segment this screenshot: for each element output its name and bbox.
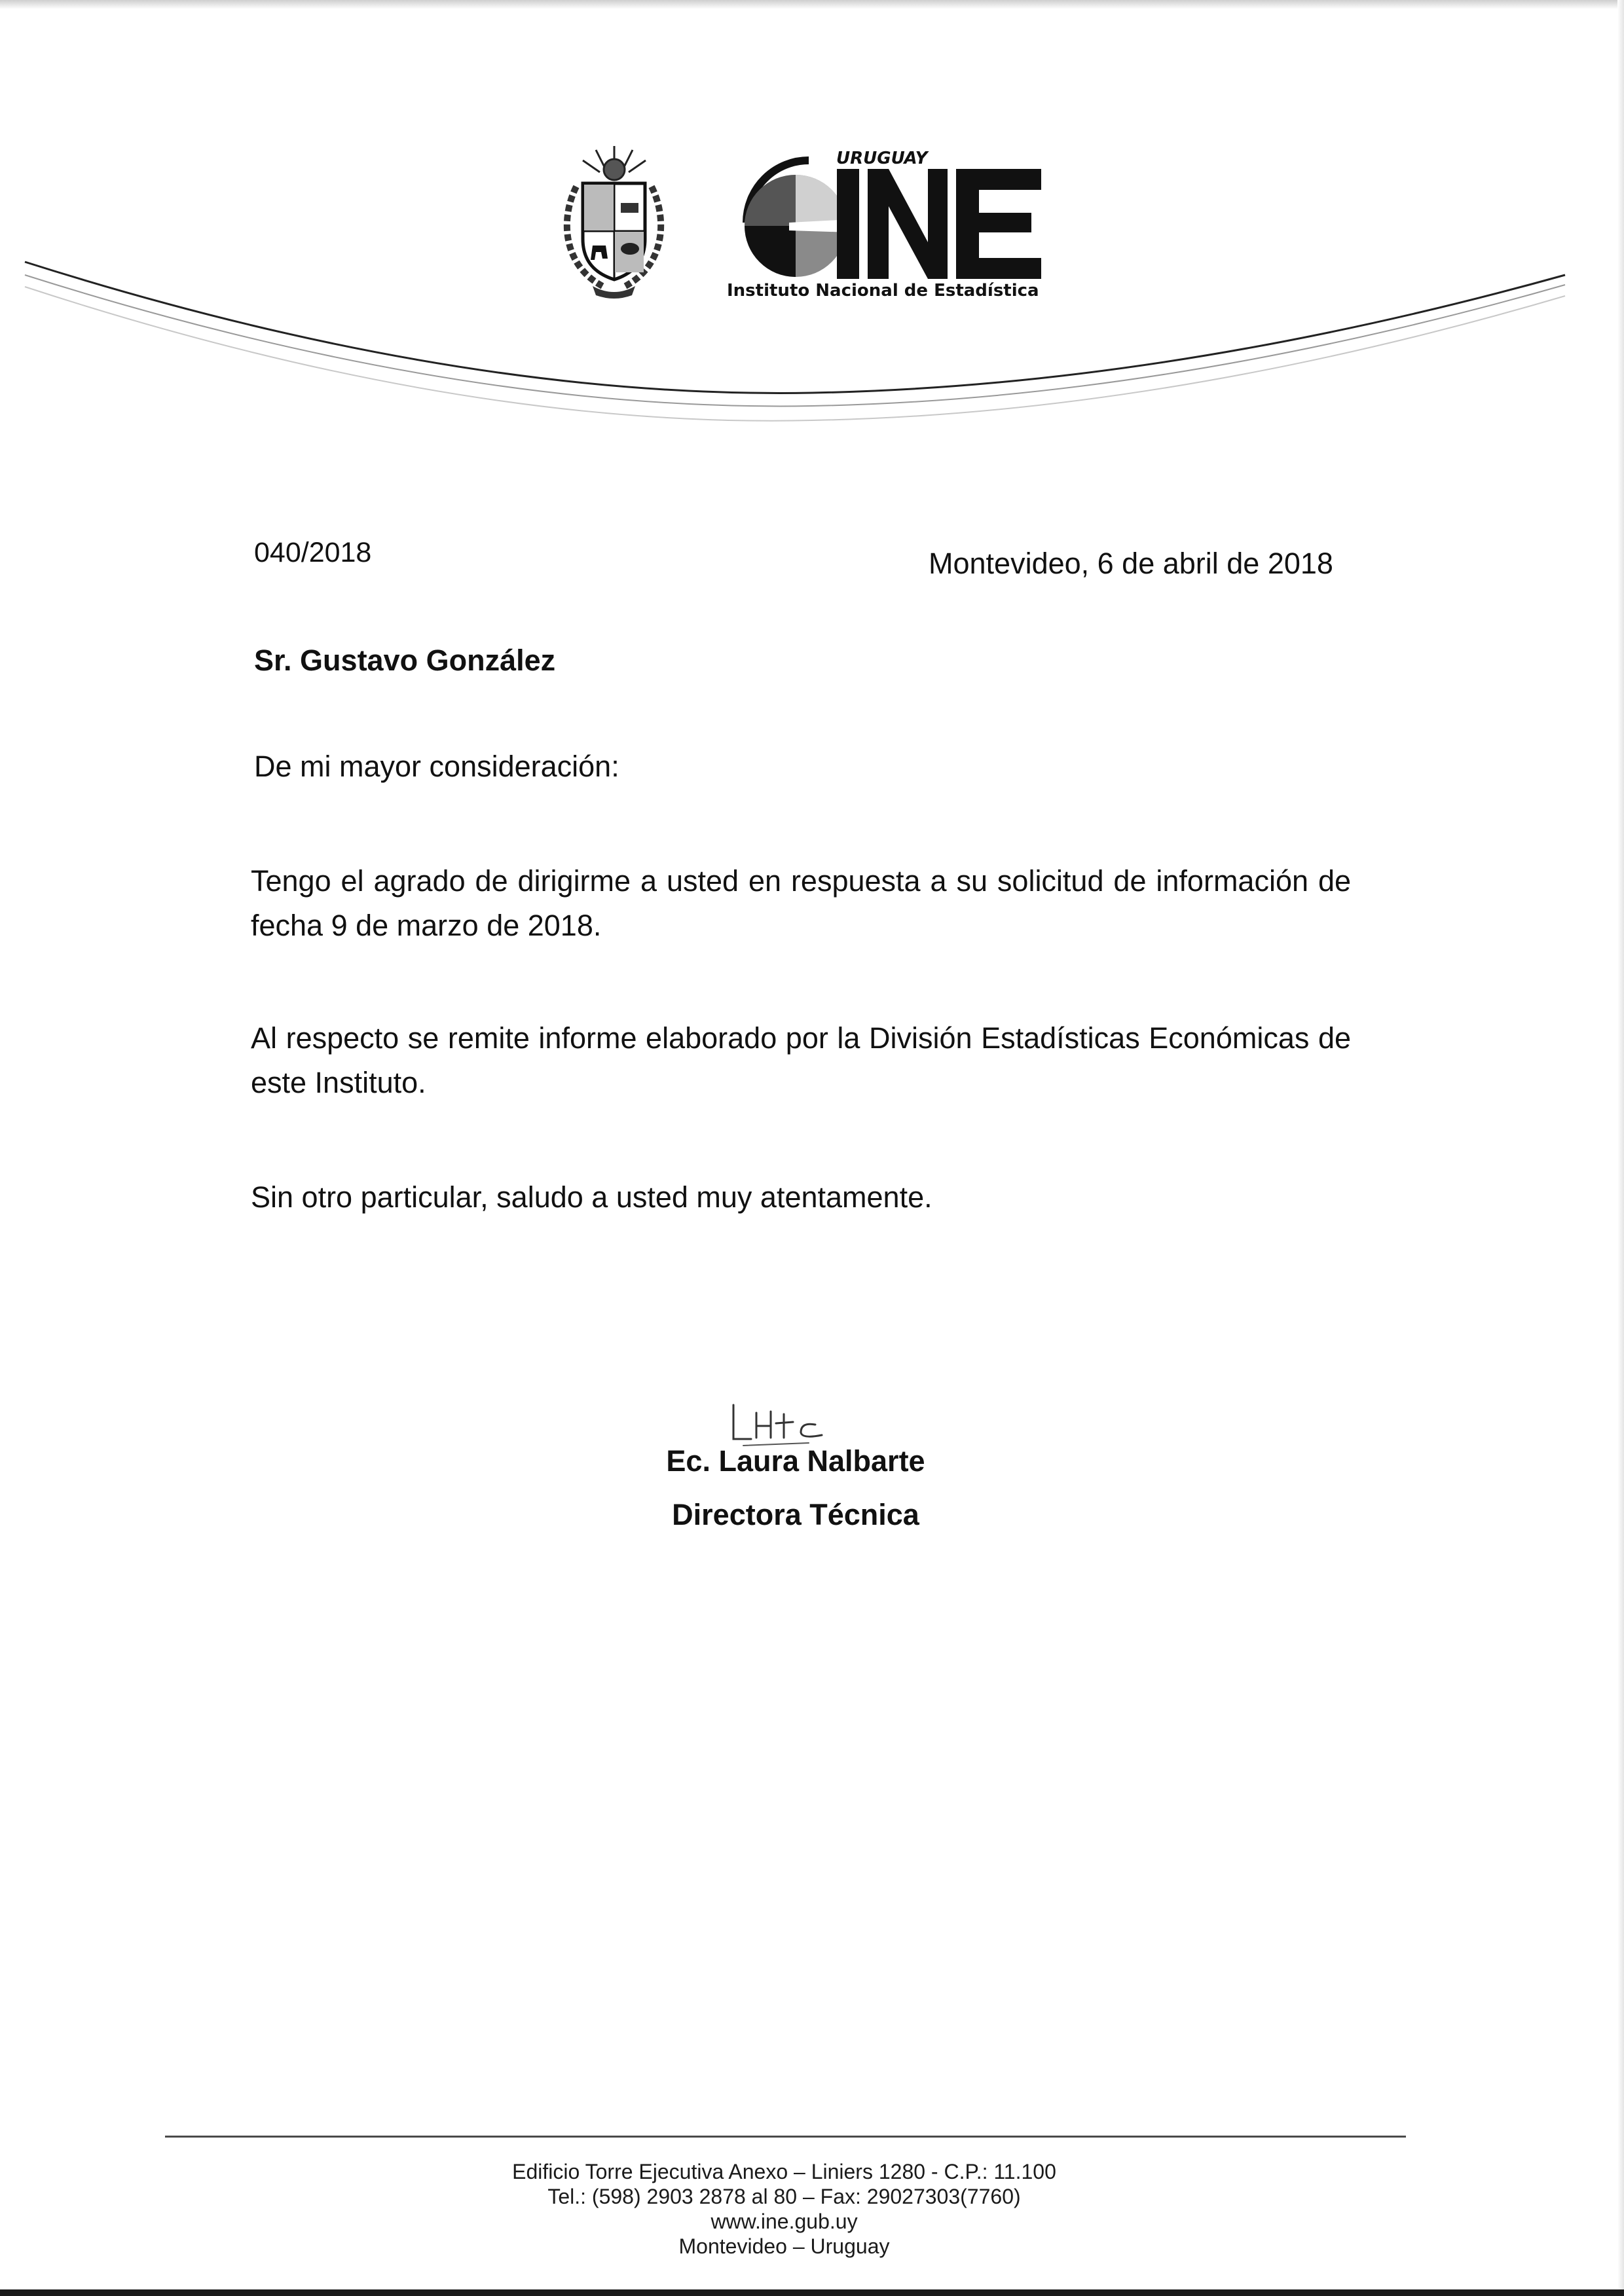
reference-number: 040/2018 — [254, 537, 372, 568]
signature-initials — [730, 1400, 828, 1449]
salutation: De mi mayor consideración: — [254, 750, 619, 783]
footer-phone: Tel.: (598) 2903 2878 al 80 – Fax: 29027303(7760) — [547, 2185, 1021, 2208]
closing-paragraph: Sin otro particular, saludo a usted muy atentamente. — [251, 1180, 932, 1214]
footer-city: Montevideo – Uruguay — [678, 2234, 890, 2258]
footer-website: www.ine.gub.uy — [710, 2210, 858, 2233]
signer-name: Ec. Laura Nalbarte — [666, 1444, 925, 1478]
header-arc-lines — [0, 249, 1624, 432]
logo-country-label: URUGUAY — [836, 149, 928, 168]
footer-address: Edificio Torre Ejecutiva Anexo – Liniers 1280 - C.P.: 11.100 — [512, 2160, 1056, 2183]
letter-date: Montevideo, 6 de abril de 2018 — [929, 547, 1333, 580]
letterhead — [0, 0, 1624, 458]
footer-divider — [165, 2136, 1406, 2138]
scan-bottom-edge — [0, 2289, 1624, 2296]
recipient: Sr. Gustavo González — [254, 644, 556, 677]
body-paragraph: Al respecto se remite informe elaborado por la División Estadísticas Económicas de este Instituto. — [251, 1021, 1351, 1099]
institution-name: Instituto Nacional de Estadística — [727, 281, 1039, 301]
body-paragraph: Tengo el agrado de dirigirme a usted en respuesta a su solicitud de información de fecha 9 de marzo de 2018. — [251, 864, 1351, 942]
signer-title: Directora Técnica — [672, 1498, 919, 1531]
footer — [0, 2159, 1568, 2259]
